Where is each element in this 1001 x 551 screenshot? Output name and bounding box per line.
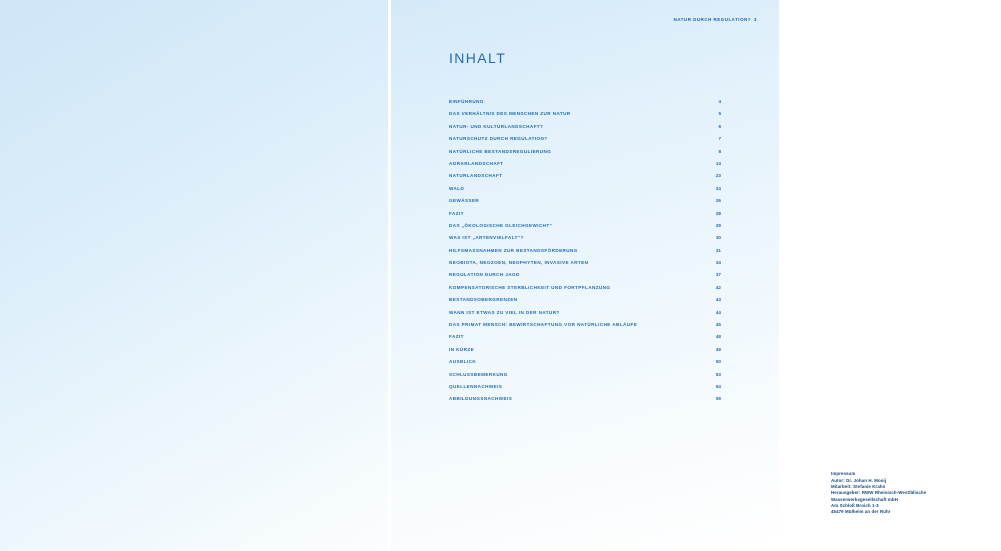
toc-entry[interactable] [449,208,721,220]
toc-entry-page: 54 [715,383,721,389]
toc-entry[interactable] [449,356,721,368]
toc-entry-label: WAS IST „ARTENVIELFALT“? [449,235,524,241]
toc-entry[interactable] [449,307,721,319]
toc-entry[interactable] [449,96,721,108]
toc-entry[interactable] [449,369,721,381]
toc-entry-label: WANN IST ETWAS ZU VIEL IN DER NATUR? [449,309,560,315]
imprint-line: Herausgeber: RWW Rheinisch-Westfälische [831,490,927,496]
toc-entry-label: FAZIT [449,334,464,340]
toc-entry-page: 5 [718,111,721,117]
toc-entry[interactable] [449,146,721,158]
imprint-line: Mitarbeit: Stefanie Krahn [831,484,886,490]
toc-entry-label: NATURSCHUTZ DURCH REGULATION? [449,136,548,142]
toc-entry-page: 29 [715,222,721,228]
toc-entry[interactable] [449,331,721,343]
toc-entry-page: 14 [715,160,721,166]
toc-entry[interactable] [449,183,721,195]
imprint-line: Wasserwerksgesellschaft mbH [831,496,898,502]
toc-entry-label: HILFSMASSNAHMEN ZUR BESTANDSFÖRDERUNG [449,247,578,253]
toc-entry-page: 4 [718,99,721,104]
left-page [0,0,388,551]
toc-entry-page: 43 [715,297,721,303]
toc-entry-page: 8 [718,148,721,154]
toc-entry[interactable] [449,381,721,393]
toc-entry-page: 6 [718,123,721,129]
imprint-heading: Impressum [831,471,856,476]
toc-entry-label: AGRARLANDSCHAFT [449,160,504,166]
toc-entry-page: 28 [715,210,721,216]
toc-entry-page: 53 [715,371,721,377]
toc-entry-page: 37 [715,272,721,278]
toc-entry-label: QUELLENNACHWEIS [449,383,503,389]
toc-entry[interactable] [449,133,721,145]
imprint-line: 45479 Mülheim an der Ruhr [831,509,891,515]
toc-entry-label: NEOBIOTA, NEOZOEN, NEOPHYTEN, INVASIVE ARTEN [449,260,589,266]
toc-entry-page: 7 [718,136,721,142]
toc-entry-label: SCHLUSSBEMERKUNG [449,371,508,377]
imprint-line: Am Schloß Broich 1-3 [831,502,879,508]
page-folio: 3 [754,17,757,22]
toc-entry-label: REGULATION DURCH JAGD [449,272,520,278]
toc-entry[interactable] [449,344,721,356]
toc-entry-label: WALD [449,185,465,191]
toc-entry-label: DAS PRIMAT MENSCH: BEWIRTSCHAFTUNG VOR NATÜRLICHE ABLÄUFE [449,322,638,328]
toc-entry-page: 26 [715,198,721,204]
toc-entry-label: EINFÜHRUNG [449,99,484,104]
toc-entry-label: BESTANDSOBERGRENZEN [449,297,518,303]
toc-entry-label: NATUR- UND KULTURLANDSCHAFT? [449,123,544,129]
imprint-line: Autor: Dr. Johan H. Mooij [831,478,887,483]
toc-entry[interactable] [449,294,721,306]
toc-entry-page: 48 [715,334,721,340]
right-page [391,0,927,551]
toc-entry[interactable] [449,245,721,257]
page-title: INHALT [449,50,507,66]
toc-entry-page: 23 [715,173,721,179]
running-head-text: NATUR DURCH REGULATION? [673,17,751,22]
toc-entry[interactable] [449,319,721,331]
toc-entry-label: KOMPENSATORISCHE STERBLICHKEIT UND FORTPFLANZUNG [449,284,611,290]
toc-entry-page: 45 [715,322,721,328]
toc-entry[interactable] [449,269,721,281]
toc-entry[interactable] [449,170,721,182]
toc-entry-label: AUSBLICK [449,359,477,365]
toc-entry[interactable] [449,108,721,120]
toc-entry[interactable] [449,393,721,405]
toc-entry-label: ABBILDUNGSNACHWEIS [449,396,513,402]
toc-entry-label: NATÜRLICHE BESTANDSREGULIERUNG [449,148,552,154]
toc-entry-page: 31 [715,247,721,253]
toc-entry-page: 44 [715,309,721,315]
toc-entry[interactable] [449,158,721,170]
toc-entry[interactable] [449,220,721,232]
toc-entry-label: IN KÜRZE [449,346,475,352]
toc-entry-label: GEWÄSSER [449,198,480,204]
imprint-block [831,471,1001,515]
toc-entry[interactable] [449,257,721,269]
toc-entry-page: 24 [715,185,721,191]
running-head [674,17,757,22]
toc-entry-page: 30 [715,235,721,241]
table-of-contents [449,96,721,406]
toc-entry[interactable] [449,195,721,207]
toc-entry-page: 50 [715,359,721,365]
toc-entry-label: DAS „ÖKOLOGISCHE GLEICHGEWICHT“ [449,222,553,228]
toc-entry-page: 59 [715,396,721,402]
toc-entry-label: FAZIT [449,210,464,216]
toc-entry[interactable] [449,282,721,294]
toc-entry-page: 34 [715,260,721,266]
toc-entry[interactable] [449,232,721,244]
toc-entry[interactable] [449,121,721,133]
toc-entry-page: 42 [715,284,721,290]
toc-entry-page: 49 [715,346,721,352]
toc-entry-label: DAS VERHÄLTNIS DES MENSCHEN ZUR NATUR [449,111,571,117]
toc-entry-label: NATURLANDSCHAFT [449,173,503,179]
